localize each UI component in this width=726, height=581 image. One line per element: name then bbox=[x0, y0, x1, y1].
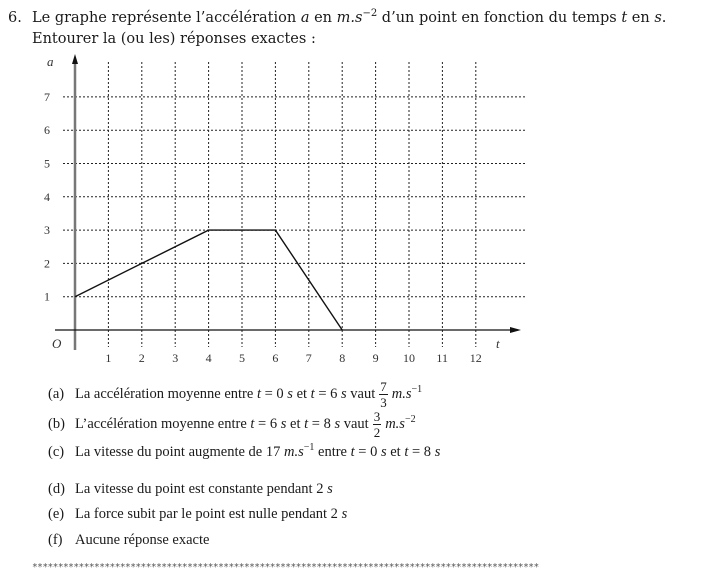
question-number: 6. bbox=[8, 10, 22, 26]
x-axis-label: t bbox=[496, 336, 500, 351]
x-tick-label: 3 bbox=[172, 351, 179, 365]
text-part: = 6 bbox=[254, 415, 281, 432]
text-part: La force subit par le point est nulle pendant 2 bbox=[75, 506, 342, 522]
y-tick-label: 3 bbox=[44, 223, 50, 238]
y-tick-label: 2 bbox=[44, 256, 50, 271]
text-part: Aucune réponse exacte bbox=[75, 532, 210, 548]
choice-c[interactable] bbox=[48, 442, 440, 462]
fraction bbox=[379, 380, 388, 409]
text-part: = 8 bbox=[308, 415, 335, 432]
var-s: s bbox=[327, 481, 333, 497]
var-t: t bbox=[350, 444, 355, 460]
unit-exponent: −2 bbox=[362, 8, 378, 19]
var-t: t bbox=[310, 385, 315, 402]
choice-e[interactable] bbox=[48, 504, 347, 524]
y-tick-labels bbox=[44, 90, 50, 304]
grid bbox=[63, 62, 525, 347]
fraction bbox=[373, 410, 382, 439]
var-s: s bbox=[341, 385, 347, 402]
text-part: d’un point en fonction du temps bbox=[377, 10, 622, 26]
choice-b[interactable] bbox=[48, 409, 416, 440]
choice-a[interactable] bbox=[48, 379, 423, 410]
text-part: = 8 bbox=[408, 444, 435, 460]
y-tick-label: 5 bbox=[44, 156, 50, 171]
x-tick-label: 11 bbox=[436, 351, 448, 365]
var-s: s bbox=[280, 415, 287, 432]
numerator: 3 bbox=[373, 409, 381, 424]
x-tick-label: 10 bbox=[403, 351, 415, 365]
text-part: et bbox=[292, 385, 311, 402]
text-part: = 0 bbox=[260, 385, 288, 402]
y-tick-label: 7 bbox=[44, 89, 50, 104]
text-part: en bbox=[309, 10, 337, 26]
text-part: . Entourer la (ou les) réponses exactes : bbox=[32, 10, 667, 47]
unit: m.s bbox=[336, 10, 363, 26]
choice-label: (d) bbox=[48, 481, 65, 497]
text-part: = 0 bbox=[354, 444, 381, 460]
text-part: L’accélération moyenne entre bbox=[75, 415, 251, 432]
unit-exponent: −1 bbox=[303, 442, 315, 453]
x-tick-label: 5 bbox=[239, 351, 245, 365]
var-t: t bbox=[404, 444, 409, 460]
choice-label: (a) bbox=[48, 385, 65, 402]
unit-exponent: −2 bbox=[404, 413, 416, 425]
text-part: vaut bbox=[346, 385, 376, 402]
choice-d[interactable] bbox=[48, 479, 333, 499]
y-axis-arrow-icon bbox=[72, 54, 78, 64]
choice-label: (b) bbox=[48, 415, 65, 432]
var-s: s bbox=[654, 10, 662, 26]
origin-label: O bbox=[52, 336, 62, 351]
text-part: en bbox=[627, 10, 655, 26]
text-part: et bbox=[286, 415, 305, 432]
unit-exponent: −1 bbox=[411, 383, 423, 395]
x-tick-label: 8 bbox=[339, 351, 346, 365]
denominator: 2 bbox=[373, 425, 381, 440]
choice-f[interactable] bbox=[48, 530, 209, 550]
y-tick-label: 4 bbox=[44, 189, 50, 204]
x-axis-arrow-icon bbox=[510, 327, 521, 333]
var-s: s bbox=[434, 444, 441, 460]
var-s: s bbox=[287, 385, 293, 402]
y-axis-label: a bbox=[47, 54, 54, 69]
text-part: La accélération moyenne entre bbox=[75, 385, 257, 402]
numerator: 7 bbox=[380, 379, 387, 394]
choice-label: (f) bbox=[48, 532, 63, 548]
y-tick-label: 1 bbox=[44, 289, 50, 304]
choice-label: (c) bbox=[48, 444, 65, 460]
var-t: t bbox=[250, 415, 255, 432]
x-tick-labels bbox=[105, 351, 481, 365]
var-a: a bbox=[300, 10, 310, 26]
x-tick-label: 7 bbox=[305, 351, 312, 365]
x-tick-label: 6 bbox=[272, 351, 279, 365]
x-tick-label: 4 bbox=[205, 351, 212, 365]
denominator: 3 bbox=[380, 395, 387, 410]
var-s: s bbox=[380, 444, 387, 460]
x-tick-label: 9 bbox=[372, 351, 379, 365]
var-s: s bbox=[341, 506, 348, 522]
x-tick-label: 12 bbox=[469, 351, 482, 365]
choice-label: (e) bbox=[48, 506, 65, 522]
x-tick-label: 2 bbox=[138, 351, 145, 365]
separator-line: ************************************************************************************************** bbox=[32, 562, 539, 573]
text-part: Le graphe représente l’accélération bbox=[32, 10, 301, 26]
text-part: La vitesse du point augmente de 17 bbox=[75, 444, 284, 460]
unit: m.s bbox=[284, 444, 304, 460]
var-t: t bbox=[256, 385, 261, 402]
text-part: entre bbox=[314, 444, 351, 460]
text-part: vaut bbox=[340, 415, 369, 432]
unit: m.s bbox=[385, 415, 405, 432]
var-t: t bbox=[621, 10, 628, 26]
text-part: La vitesse du point est constante pendant 2 bbox=[75, 481, 328, 497]
unit: m.s bbox=[391, 385, 412, 402]
text-part: = 6 bbox=[314, 385, 342, 402]
y-tick-label: 6 bbox=[44, 123, 50, 138]
var-t: t bbox=[304, 415, 309, 432]
x-tick-label: 1 bbox=[105, 351, 112, 365]
text-part: et bbox=[386, 444, 405, 460]
var-s: s bbox=[334, 415, 341, 432]
